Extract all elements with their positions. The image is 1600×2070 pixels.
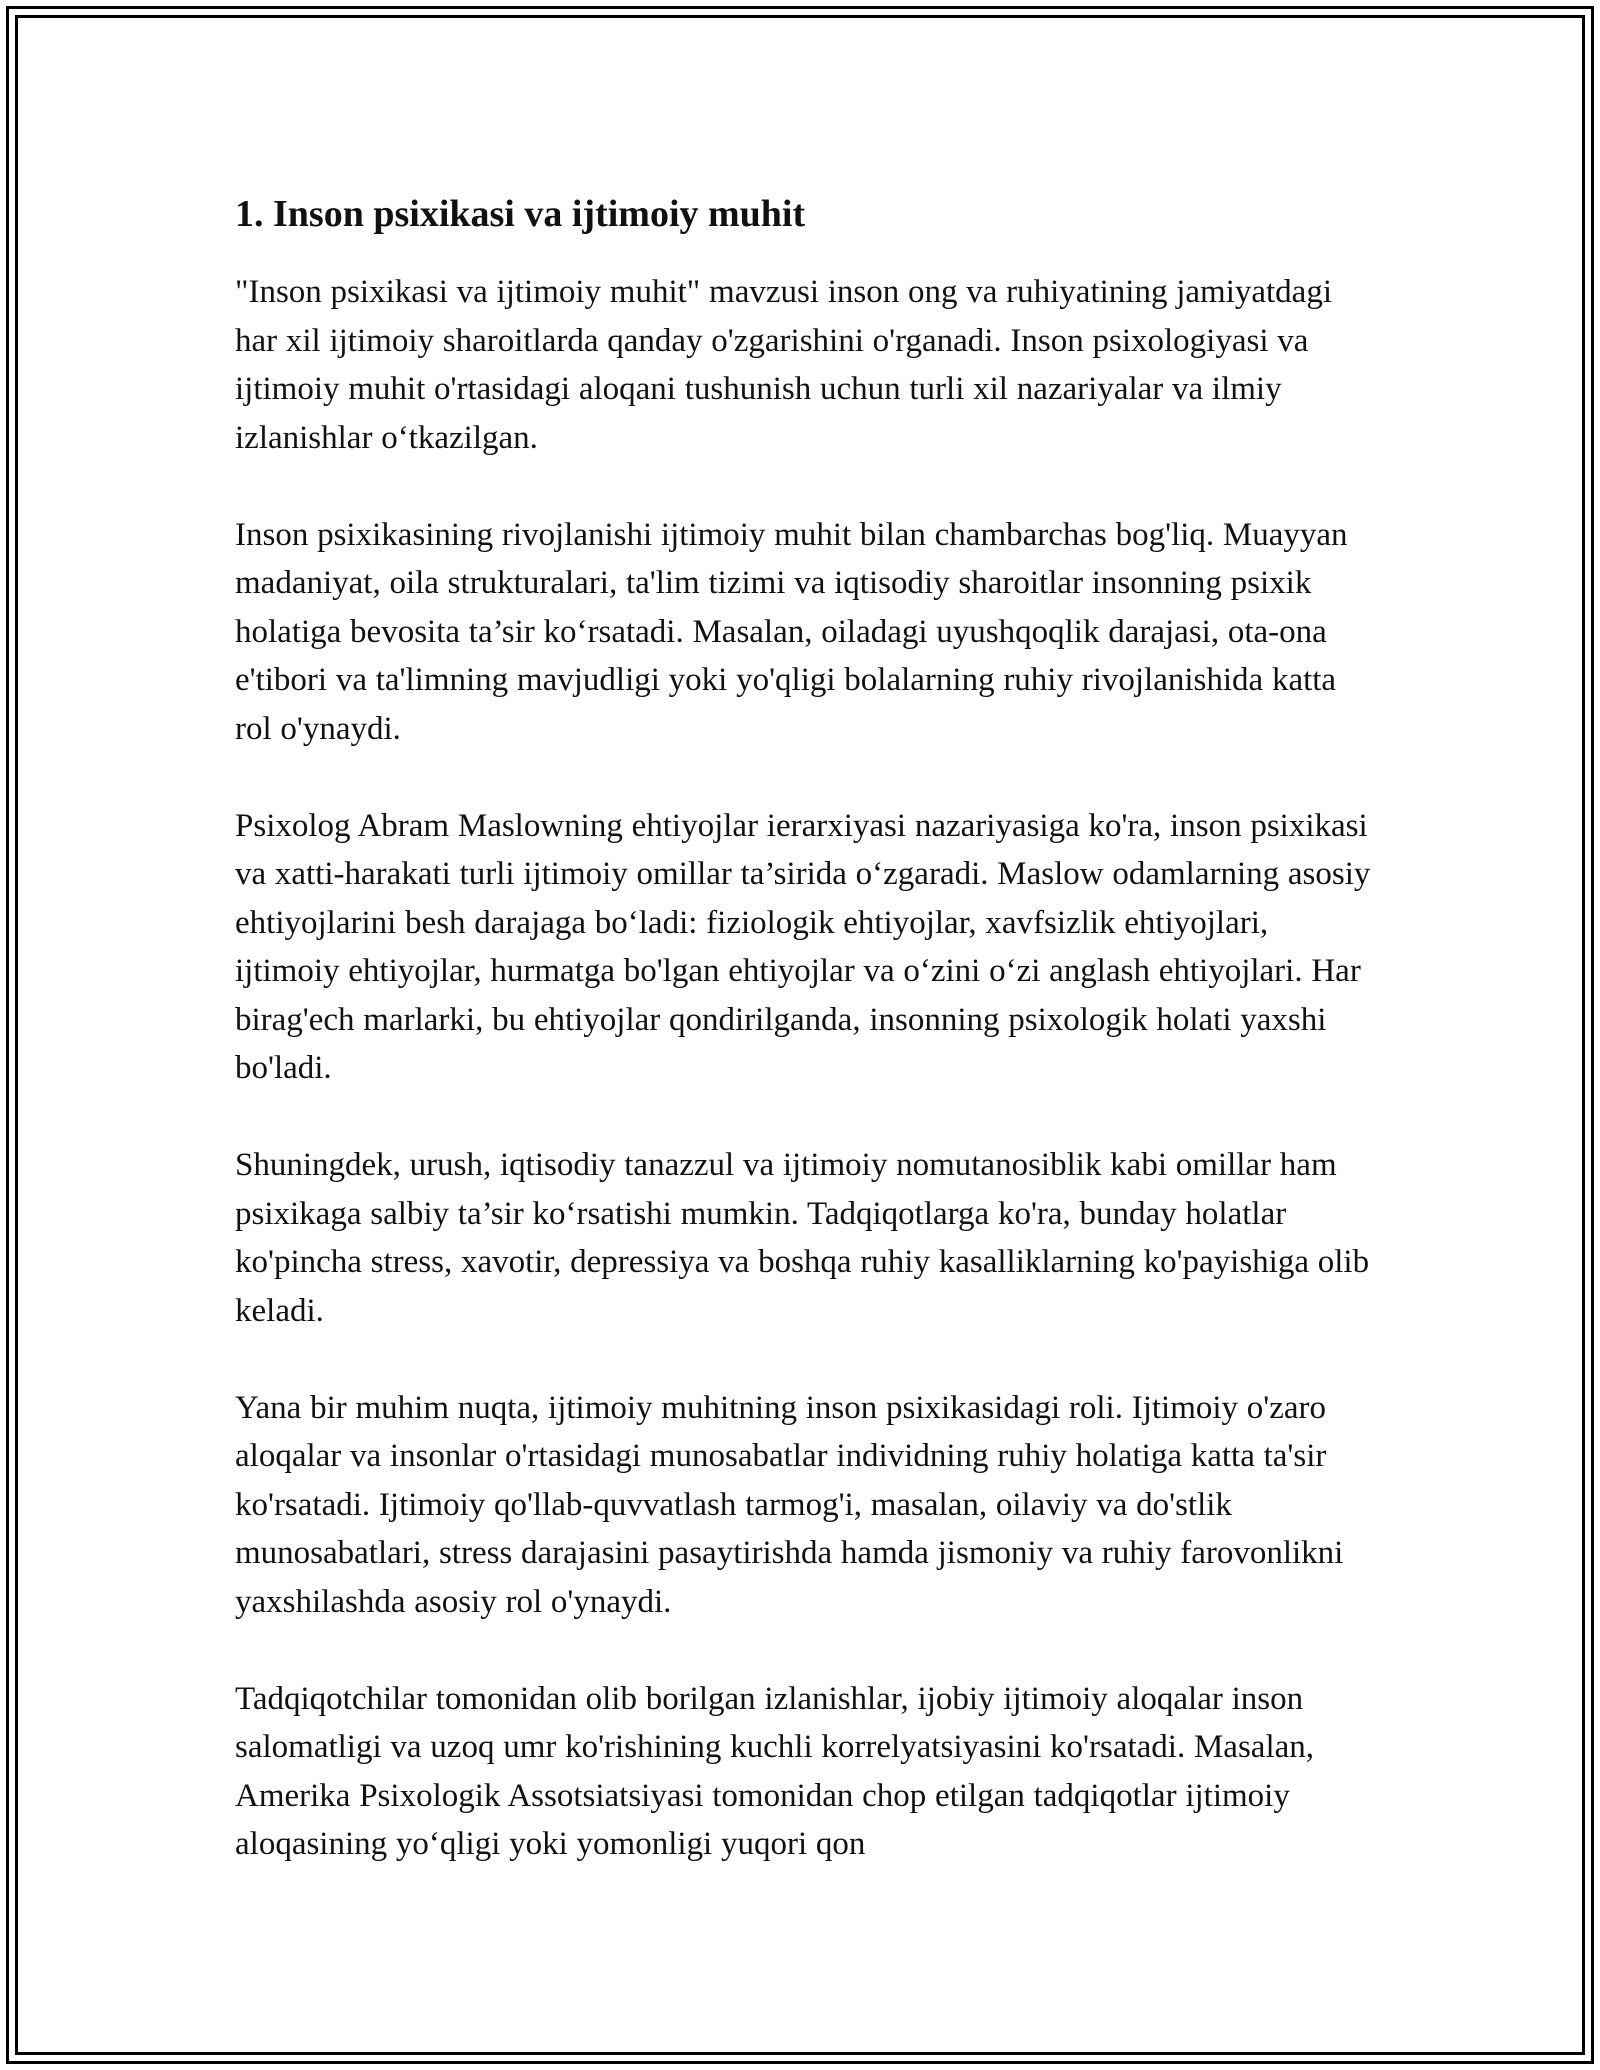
- paragraph-6: Tadqiqotchilar tomonidan olib borilgan izlanishlar, ijobiy ijtimoiy aloqalar inson salomatligi va uzoq umr ko'rishining kuchli korrelyatsiyasini ko'rsatadi. Masalan, Amerika Psixologik Assotsiatsiyasi tomonidan chop etilgan tadqiqotlar ijtimoiy aloqasining yo‘qligi yoki yomonligi yuqori qon: [235, 1680, 1315, 1862]
- paragraph-5: Yana bir muhim nuqta, ijtimoiy muhitning inson psixikasidagi roli. Ijtimoiy o'zaro aloqalar va insonlar o'rtasidagi munosabatlar individning ruhiy holatiga katta ta'sir ko'rsatadi. Ijtimoiy qo'llab-quvvatlash tarmog'i, masalan, oilaviy va do'stlik munosabatlari, stress darajasini pasaytirishda hamda jismoniy va ruhiy farovonlikni yaxshilashda asosiy rol o'ynaydi.: [235, 1389, 1344, 1620]
- document-body: [235, 188, 1375, 1917]
- paragraph-2: Inson psixikasining rivojlanishi ijtimoiy muhit bilan chambarchas bog'liq. Muayyan madaniyat, oila strukturalari, ta'lim tizimi va iqtisodiy sharoitlar insonning psixik holatiga bevosita ta’sir ko‘rsatadi. Masalan, oiladagi uyushqoqlik darajasi, ota-ona e'tibori va ta'limning mavjudligi yoki yo'qligi bolalarning ruhiy rivojlanishida katta rol o'ynaydi.: [235, 516, 1348, 747]
- section-title: 1. Inson psixikasi va ijtimoiy muhit: [235, 193, 806, 235]
- paragraph-3: Psixolog Abram Maslowning ehtiyojlar ierarxiyasi nazariyasiga ko'ra, inson psixikasi va xatti-harakati turli ijtimoiy omillar ta’sirida o‘zgaradi. Maslow odamlarning asosiy ehtiyojlarini besh darajaga bo‘ladi: fiziologik ehtiyojlar, xavfsizlik ehtiyojlari, ijtimoiy ehtiyojlar, hurmatga bo'lgan ehtiyojlar va o‘zini o‘zi anglash ehtiyojlari. Har birag'ech marlarki, bu ehtiyojlar qondirilganda, insonning psixologik holati yaxshi bo'ladi.: [235, 807, 1371, 1086]
- paragraph-1: "Inson psixikasi va ijtimoiy muhit" mavzusi inson ong va ruhiyatining jamiyatdagi har xil ijtimoiy sharoitlarda qanday o'zgarishini o'rganadi. Inson psixologiyasi va ijtimoiy muhit o'rtasidagi aloqani tushunish uchun turli xil nazariyalar va ilmiy izlanishlar o‘tkazilgan.: [235, 274, 1332, 456]
- paragraph-4: Shuningdek, urush, iqtisodiy tanazzul va ijtimoiy nomutanosiblik kabi omillar ham psixikaga salbiy ta’sir ko‘rsatishi mumkin. Tadqiqotlarga ko'ra, bunday holatlar ko'pincha stress, xavotir, depressiya va boshqa ruhiy kasalliklarning ko'payishiga olib keladi.: [235, 1147, 1370, 1329]
